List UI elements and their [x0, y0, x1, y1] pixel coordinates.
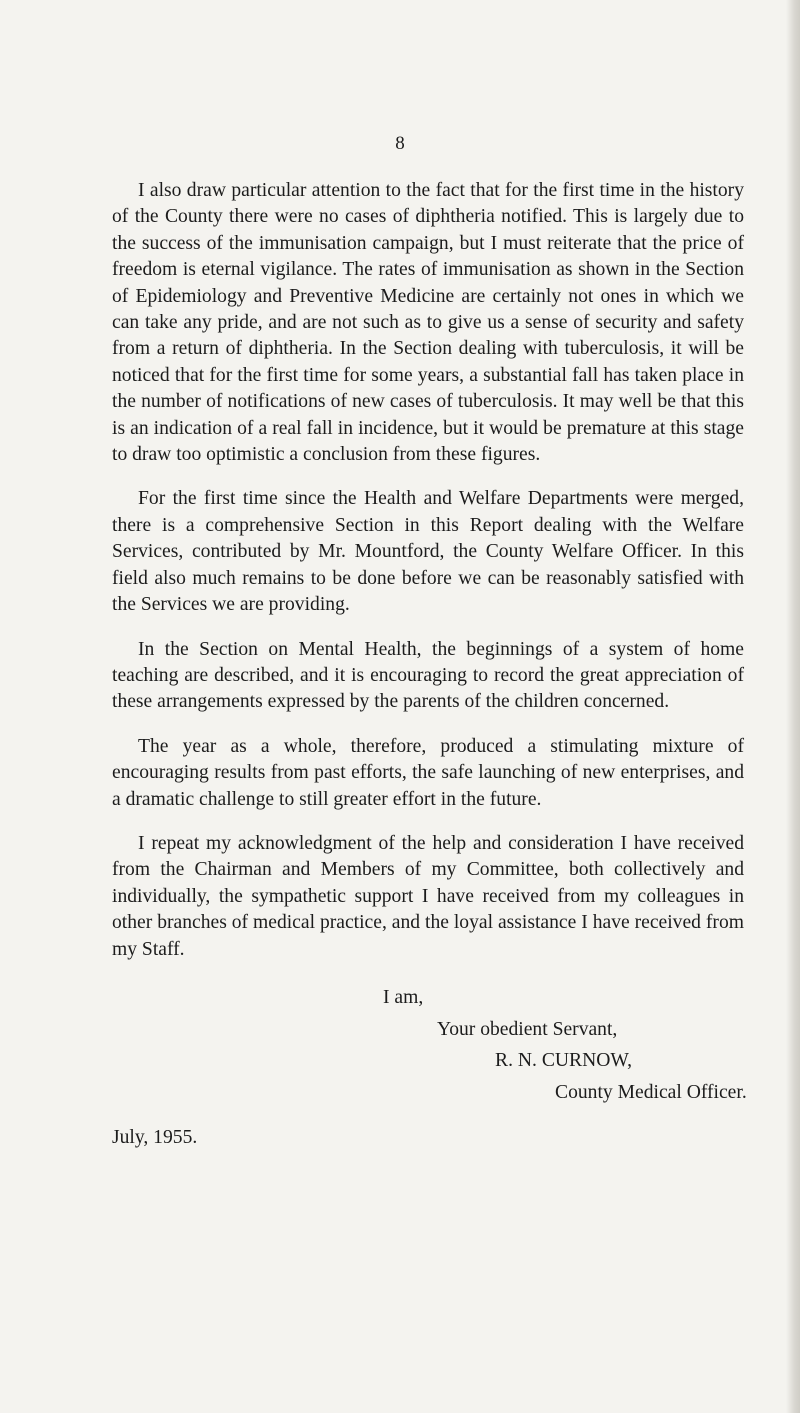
- page-number: 8: [395, 133, 405, 154]
- signatory-name: R. N. CURNOW,: [495, 1050, 632, 1071]
- paragraph-diphtheria: I also draw particular attention to the fact that for the first time in the history of the County there were no cases of diphtheria notified. This is largely due to the success of the immunisation campaign, but I must reiterate that the price of freedom is eternal vigilance. The rates of immunisation as shown in the Section of Epidemiology and Preventive Medicine are certainly not ones in which we can take any pride, and are not such as to give us a sense of security and safety from a return of diphtheria. In the Section dealing with tuberculosis, it will be noticed that for the first time for some years, a substantial fall has taken place in the number of notifications of new cases of tuberculosis. It may well be that this is an indication of a real fall in incidence, but it would be premature at this stage to draw too optimistic a conclusion from these figures.: [112, 180, 744, 466]
- paragraph-year-summary: The year as a whole, therefore, produced a stimulating mixture of encouraging results from past efforts, the safe launching of new enterprises, and a dramatic challenge to still greater effort in the future.: [112, 735, 744, 810]
- page-edge-shadow: [786, 0, 800, 1413]
- signatory-title: County Medical Officer.: [555, 1082, 747, 1103]
- closing-salutation: Your obedient Servant,: [437, 1019, 618, 1040]
- closing-i-am: I am,: [383, 987, 424, 1008]
- paragraph-mental-health: In the Section on Mental Health, the beginnings of a system of home teaching are described, and it is encouraging to record the great appreciation of these arrangements expressed by the parents of the children concerned.: [112, 638, 744, 713]
- letter-date: July, 1955.: [112, 1127, 198, 1148]
- paragraph-welfare: For the first time since the Health and Welfare Departments were merged, there is a comprehensive Section in this Report dealing with the Welfare Services, contributed by Mr. Mountford, the County Welfare Officer. In this field also much remains to be done before we can be reasonably satisfied with the Services we are providing.: [112, 488, 744, 616]
- report-body: [112, 178, 744, 981]
- paragraph-acknowledgment: I repeat my acknowledgment of the help and consideration I have received from the Chairman and Members of my Committee, both collectively and individually, the sympathetic support I have received from my colleagues in other branches of medical practice, and the loyal assistance I have received from my Staff.: [112, 832, 744, 960]
